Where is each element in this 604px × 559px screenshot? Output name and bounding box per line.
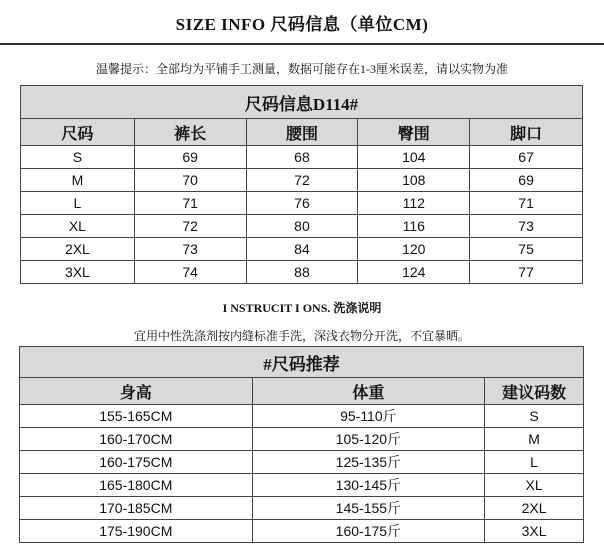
table-cell: 105-120斤 (252, 428, 485, 451)
column-header: 建议码数 (485, 378, 584, 405)
instructions-title: I NSTRUCIT I ONS. 洗涤说明 (222, 301, 382, 315)
table-cell: 70 (134, 169, 246, 192)
table-cell: 69 (134, 146, 246, 169)
table-row (21, 192, 583, 215)
washing-instructions: 宜用中性洗涤剂按内缝标准手洗，深浅衣物分开洗，不宜暴晒。 (133, 329, 470, 343)
table-cell: S (21, 146, 135, 169)
size-info-table (20, 85, 583, 284)
table-cell: 76 (246, 192, 358, 215)
table-cell: 2XL (21, 238, 135, 261)
table-row (20, 497, 584, 520)
table-cell: 160-175斤 (252, 520, 485, 543)
table-cell: XL (21, 215, 135, 238)
table-cell: 2XL (485, 497, 584, 520)
table-cell: 80 (246, 215, 358, 238)
table-cell: 155-165CM (20, 405, 253, 428)
table-cell: 72 (246, 169, 358, 192)
size-table-title: 尺码信息D114# (21, 86, 583, 119)
table-cell: 145-155斤 (252, 497, 485, 520)
table-cell: 130-145斤 (252, 474, 485, 497)
table-row (21, 169, 583, 192)
column-header: 尺码 (21, 119, 135, 146)
table-row (20, 474, 584, 497)
table-cell: 165-180CM (20, 474, 253, 497)
table-row (20, 428, 584, 451)
column-header: 体重 (252, 378, 485, 405)
table-row (20, 520, 584, 543)
table-cell: 160-170CM (20, 428, 253, 451)
table-cell: 71 (470, 192, 583, 215)
table-cell: 124 (358, 261, 470, 284)
column-header: 身高 (20, 378, 253, 405)
table-cell: M (485, 428, 584, 451)
table-cell: 73 (470, 215, 583, 238)
table-cell: 95-110斤 (252, 405, 485, 428)
column-header: 腰围 (246, 119, 358, 146)
table-cell: 71 (134, 192, 246, 215)
table-cell: 72 (134, 215, 246, 238)
size-recommendation-table (19, 346, 584, 543)
table-cell: 69 (470, 169, 583, 192)
table-cell: 74 (134, 261, 246, 284)
table-row (21, 215, 583, 238)
table-cell: 125-135斤 (252, 451, 485, 474)
column-header: 裤长 (134, 119, 246, 146)
table-row (21, 261, 583, 284)
table-row (21, 146, 583, 169)
table-cell: 77 (470, 261, 583, 284)
table-cell: 73 (134, 238, 246, 261)
page-title: SIZE INFO 尺码信息（单位CM) (175, 15, 429, 34)
table-cell: 75 (470, 238, 583, 261)
table-cell: 3XL (485, 520, 584, 543)
recommend-table-title: #尺码推荐 (20, 347, 584, 378)
table-cell: XL (485, 474, 584, 497)
table-cell: 108 (358, 169, 470, 192)
measurement-notice: 温馨提示：全部均为平铺手工测量，数据可能存在1-3厘米误差，请以实物为准 (96, 62, 508, 76)
table-row (20, 451, 584, 474)
table-row (21, 238, 583, 261)
table-cell: 170-185CM (20, 497, 253, 520)
table-cell: S (485, 405, 584, 428)
table-cell: M (21, 169, 135, 192)
table-cell: 160-175CM (20, 451, 253, 474)
column-header: 臀围 (358, 119, 470, 146)
table-cell: 68 (246, 146, 358, 169)
table-cell: 3XL (21, 261, 135, 284)
table-cell: 88 (246, 261, 358, 284)
column-header: 脚口 (470, 119, 583, 146)
table-cell: L (485, 451, 584, 474)
table-cell: 84 (246, 238, 358, 261)
table-cell: 120 (358, 238, 470, 261)
table-cell: 104 (358, 146, 470, 169)
table-cell: 112 (358, 192, 470, 215)
table-cell: L (21, 192, 135, 215)
table-cell: 67 (470, 146, 583, 169)
table-cell: 175-190CM (20, 520, 253, 543)
table-cell: 116 (358, 215, 470, 238)
title-divider (0, 43, 604, 45)
table-row (20, 405, 584, 428)
